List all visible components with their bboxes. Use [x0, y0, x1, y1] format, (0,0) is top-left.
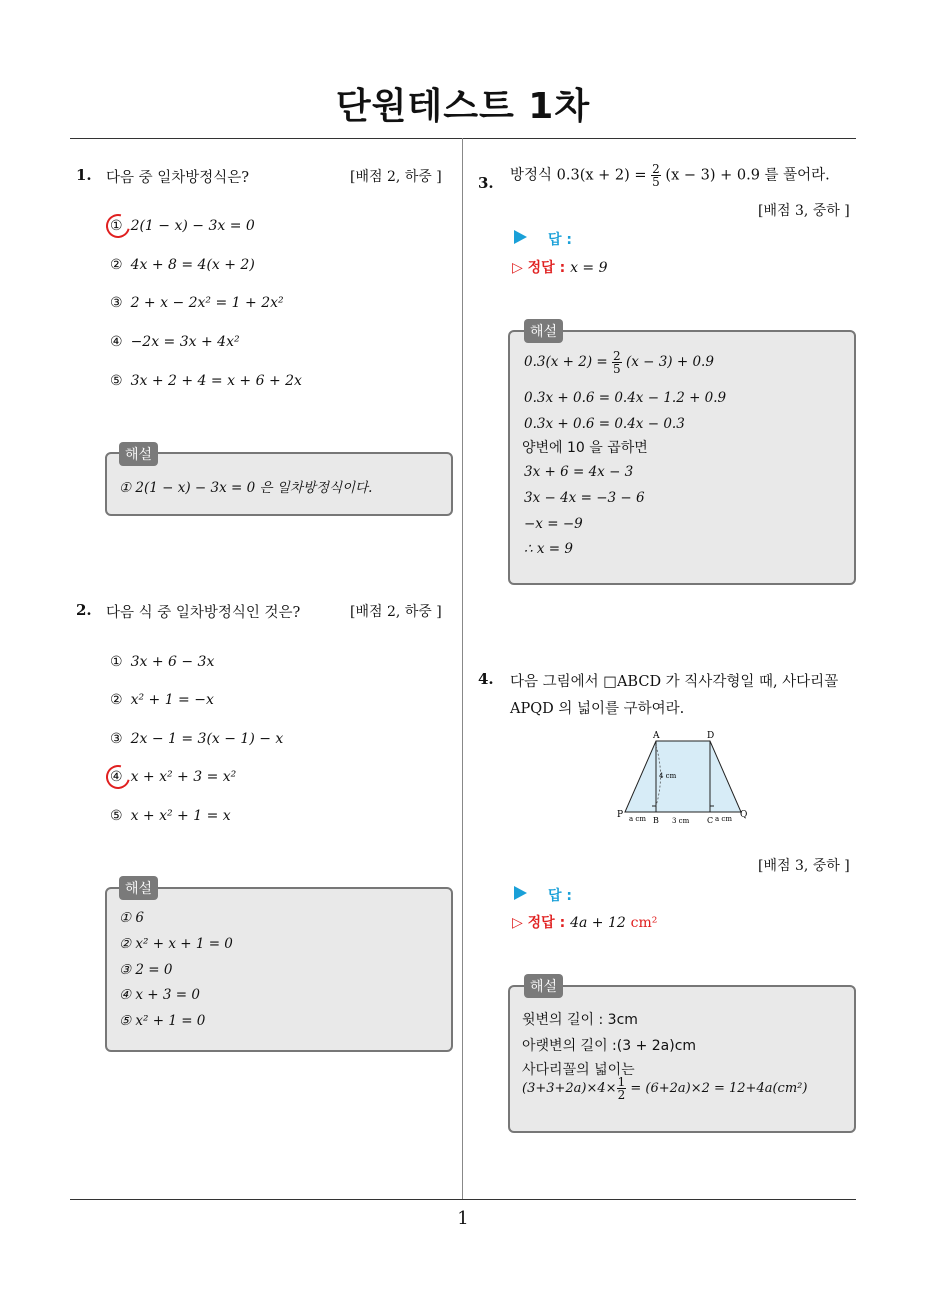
- q1-option-4[interactable]: ④ −2x = 3x + 4x²: [110, 334, 240, 350]
- fig-label-b: B: [653, 816, 659, 825]
- q2-explanation-label: 해설: [119, 876, 158, 900]
- q2-explanation-line: ⑤ x² + 1 = 0: [119, 1013, 206, 1029]
- fig-label-p: P: [617, 810, 624, 820]
- fig-label-cq: a cm: [715, 815, 732, 823]
- fig-label-a: A: [653, 731, 660, 741]
- q2-explanation-line: ① 6: [119, 910, 144, 926]
- q3-explanation-line: ∴ x = 9: [524, 541, 573, 557]
- q3-explanation-label: 해설: [524, 319, 563, 343]
- q3-score: [배점 3, 중하 ]: [758, 203, 850, 219]
- q2-option-3[interactable]: ③ 2x − 1 = 3(x − 1) − x: [110, 731, 284, 747]
- q3-explanation-line: 3x − 4x = −3 − 6: [524, 490, 645, 506]
- q3-explanation-line: 0.3(x + 2) = $\frac{2}{5}$ (x − 3) + 0.9: [524, 349, 714, 376]
- q2-score: [배점 2, 하중 ]: [350, 604, 442, 620]
- q4-correct-triangle-icon: ▷: [512, 915, 523, 931]
- q1-explanation-label: 해설: [119, 442, 158, 466]
- q4-explanation-label: 해설: [524, 974, 563, 998]
- q2-option-2[interactable]: ② x² + 1 = −x: [110, 692, 214, 708]
- q3-explanation-line: 3x + 6 = 4x − 3: [524, 464, 634, 480]
- q3-number: 3.: [478, 174, 494, 192]
- column-divider: [462, 138, 463, 1200]
- q3-explanation-line: 0.3x + 0.6 = 0.4x − 0.3: [524, 416, 685, 432]
- q4-text-line1: 다음 그림에서 □ABCD 가 직사각형일 때, 사다리꼴: [510, 674, 839, 690]
- q2-option-4[interactable]: ④ x + x² + 3 = x²: [110, 769, 237, 785]
- fig-label-q: Q: [740, 810, 748, 820]
- q4-text-line2: APQD 의 넓이를 구하여라.: [510, 701, 685, 717]
- q4-explanation-line: 사다리꼴의 넓이는: [522, 1062, 635, 1078]
- fig-label-d: D: [707, 731, 715, 741]
- fig-label-pb: a cm: [629, 815, 646, 823]
- fig-label-c: C: [707, 816, 714, 825]
- q3-answer-arrow-icon: [512, 229, 532, 245]
- q3-explanation-line: −x = −9: [524, 516, 583, 532]
- top-rule: [70, 138, 856, 139]
- q2-text: 다음 식 중 일차방정식인 것은?: [106, 605, 301, 621]
- q2-number: 2.: [76, 601, 92, 619]
- q1-number: 1.: [76, 166, 92, 184]
- q2-explanation-line: ② x² + x + 1 = 0: [119, 936, 233, 952]
- q2-option-1[interactable]: ① 3x + 6 − 3x: [110, 654, 215, 670]
- q3-text: 방정식 0.3(x + 2) = $\frac{2}{5}$ (x − 3) + 0.9 를 풀어라.: [510, 162, 830, 189]
- q1-option-1[interactable]: ① 2(1 − x) − 3x = 0: [110, 218, 255, 234]
- q4-half-fraction: $\frac{1}{2}$: [617, 1075, 626, 1102]
- q4-correct-answer: ▷ 정답 : 4a + 12 cm²: [512, 915, 658, 931]
- q3-explanation-line: 0.3x + 0.6 = 0.4x − 1.2 + 0.9: [524, 390, 727, 406]
- q1-option-5[interactable]: ⑤ 3x + 2 + 4 = x + 6 + 2x: [110, 373, 302, 389]
- q2-explanation-line: ④ x + 3 = 0: [119, 987, 200, 1003]
- q2-option-5[interactable]: ⑤ x + x² + 1 = x: [110, 808, 231, 824]
- q1-explanation-line: ① 2(1 − x) − 3x = 0 은 일차방정식이다.: [119, 480, 373, 496]
- page-number: 1: [457, 1208, 469, 1229]
- q2-explanation-line: ③ 2 = 0: [119, 962, 173, 978]
- q3-explanation-line: 양변에 10 을 곱하면: [522, 440, 648, 456]
- q3-answer-label: 답 :: [548, 232, 572, 248]
- q3-fraction: $\frac{2}{5}$: [652, 162, 660, 189]
- fig-label-bc: 3 cm: [672, 817, 690, 825]
- bottom-rule: [70, 1199, 856, 1200]
- q1-score: [배점 2, 하중 ]: [350, 169, 442, 185]
- q4-explanation-line: 윗변의 길이 : 3cm: [522, 1012, 638, 1028]
- q4-answer-label: 답 :: [548, 888, 572, 904]
- q4-answer-arrow-icon: [512, 885, 532, 901]
- q4-explanation-line: 아랫변의 길이 :(3 + 2a)cm: [522, 1038, 697, 1054]
- page-title: 단원테스트 1차: [335, 86, 591, 127]
- q3-correct-triangle-icon: ▷: [512, 260, 523, 276]
- q1-option-2[interactable]: ② 4x + 8 = 4(x + 2): [110, 257, 255, 273]
- q1-text: 다음 중 일차방정식은?: [106, 170, 250, 186]
- fig-label-height: 4 cm: [659, 772, 677, 780]
- q4-explanation-line: (3+3+2a)×4× $\frac{1}{2}$ = (6+2a)×2 = 12+4a(cm²): [522, 1075, 808, 1102]
- q3-correct-answer: ▷ 정답 : x = 9: [512, 260, 608, 276]
- q4-trapezoid-figure: [615, 728, 755, 828]
- q1-option-3[interactable]: ③ 2 + x − 2x² = 1 + 2x²: [110, 295, 284, 311]
- q4-number: 4.: [478, 670, 494, 688]
- q4-score: [배점 3, 중하 ]: [758, 858, 850, 874]
